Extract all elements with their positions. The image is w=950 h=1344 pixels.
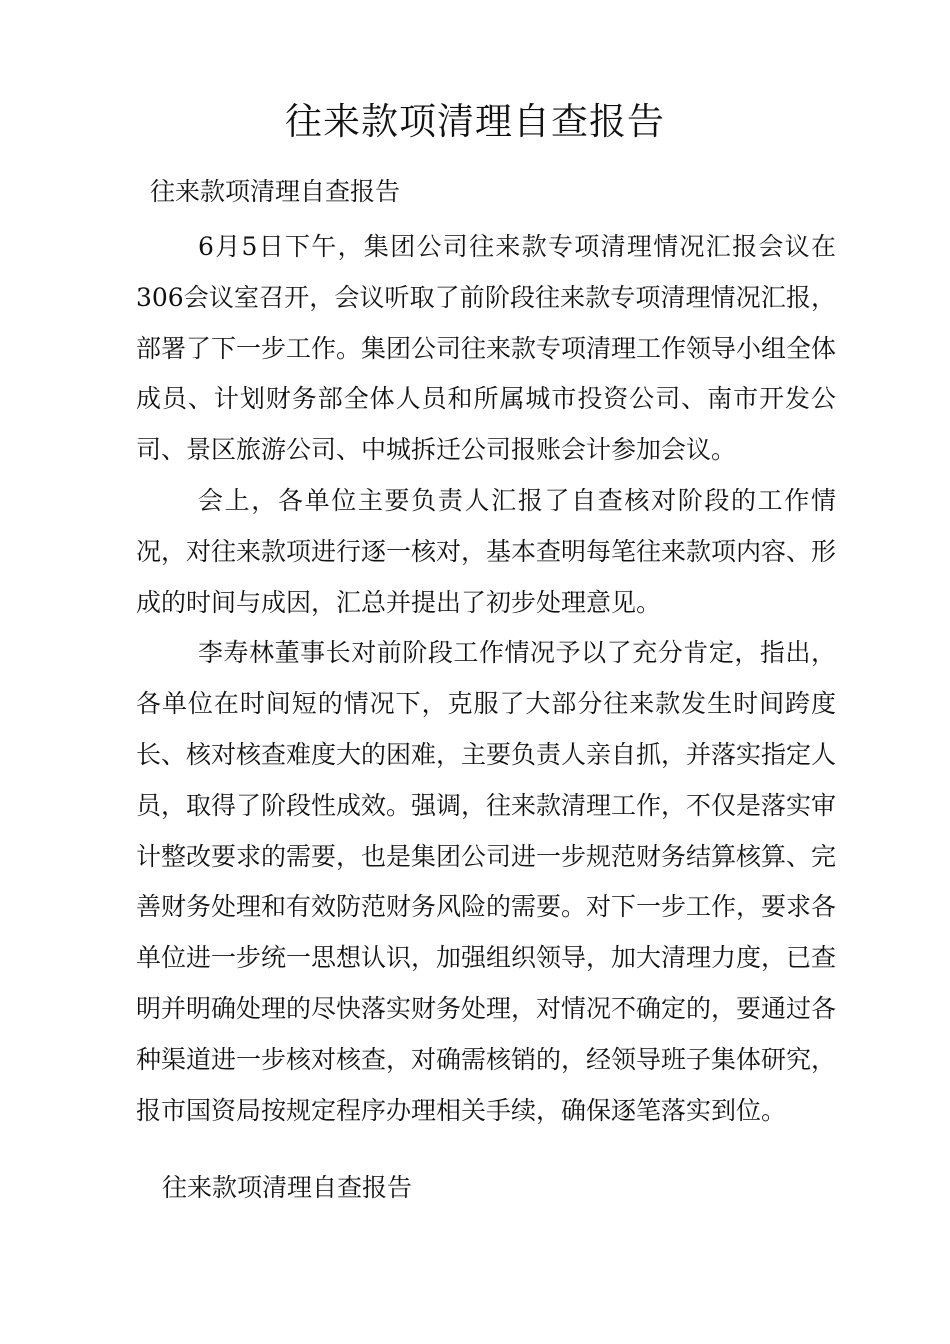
paragraph-chairman-remarks: 李寿林董事长对前阶段工作情况予以了充分肯定，指出，各单位在时间短的情况下，克服了大部分往来款发生时间跨度长、核对核查难度大的困难，主要负责人亲自抓，并落实指定人员，取得了阶段性成效。强调，往来款清理工作，不仅是落实审计整改要求的需要，也是集团公司进一步规范财务结算核算、完善财务处理和有效防范财务风险的需要。对下一步工作，要求各单位进一步统一思想认识，加强组织领导，加大清理力度，已查明并明确处理的尽快落实财务处理，对情况不确定的，要通过各种渠道进一步核对核查，对确需核销的，经领导班子集体研究，报市国资局按规定程序办理相关手续，确保逐笔落实到位。 <box>136 638 837 1125</box>
paragraph-unit-reports: 会上，各单位主要负责人汇报了自查核对阶段的工作情况，对往来款项进行逐一核对，基本查明每笔往来款项内容、形成的时间与成因，汇总并提出了初步处理意见。 <box>136 485 837 617</box>
paragraph-meeting-summary: 6月5日下午，集团公司往来款专项清理情况汇报会议在306会议室召开，会议听取了前阶段往来款专项清理情况汇报，部署了下一步工作。集团公司往来款专项清理工作领导小组全体成员、计划财务部全体人员和所属城市投资公司、南市开发公司、景区旅游公司、中城拆迁公司报账会计参加会议。 <box>136 232 837 465</box>
document-footer-subtitle: 往来款项清理自查报告 <box>162 1173 413 1202</box>
document-title: 往来款项清理自查报告 <box>285 100 665 143</box>
document-body <box>136 222 836 1136</box>
document-subtitle: 往来款项清理自查报告 <box>150 177 401 206</box>
